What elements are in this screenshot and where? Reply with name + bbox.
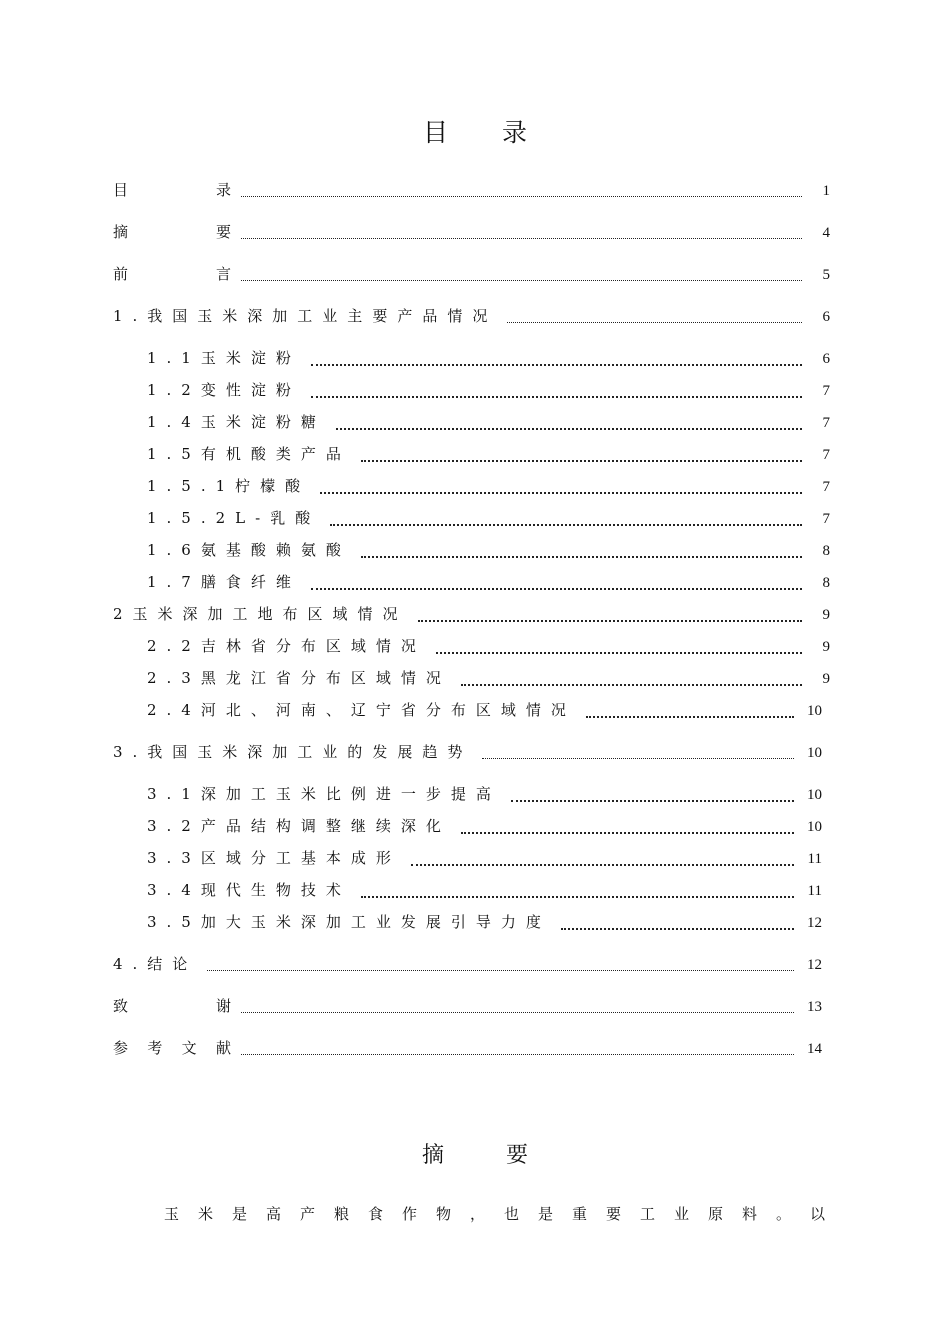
toc-dot-leader: [241, 195, 802, 197]
toc-entry-label: 1.5.1柠檬酸: [147, 477, 311, 495]
toc-entry-page-number: 7: [822, 479, 830, 495]
toc-entry-label: 1.2变性淀粉: [147, 381, 301, 399]
toc-entry-page-number: 14: [807, 1041, 822, 1057]
toc-dot-leader: [241, 237, 802, 239]
toc-entry-label: 2.2吉林省分布区域情况: [147, 637, 426, 655]
toc-dot-leader: [241, 1011, 794, 1013]
toc-entry[interactable]: [147, 348, 830, 370]
toc-entry-label: 4.结论: [113, 955, 198, 973]
toc-entry[interactable]: [113, 604, 830, 626]
toc-entry-page-number: 6: [822, 309, 830, 325]
toc-entry[interactable]: [147, 668, 830, 690]
toc-entry-label: 3.5加大玉米深加工业发展引导力度: [147, 913, 551, 931]
toc-entry[interactable]: [113, 996, 822, 1018]
toc-entry[interactable]: [147, 508, 830, 530]
toc-entry-page-number: 13: [807, 999, 822, 1015]
toc-entry-label: 1.5.2L-乳酸: [147, 509, 321, 527]
toc-entry[interactable]: [147, 636, 830, 658]
toc-entry-label: 2玉米深加工地布区域情况: [113, 605, 408, 623]
toc-dot-leader: [311, 363, 802, 366]
toc-entry[interactable]: [147, 476, 830, 498]
toc-entry-label: 致 谢: [113, 997, 231, 1015]
toc-entry-page-number: 7: [822, 511, 830, 527]
toc-entry[interactable]: [147, 444, 830, 466]
toc-entry[interactable]: [147, 912, 822, 934]
toc-entry-label: 2.3黑龙江省分布区域情况: [147, 669, 451, 687]
toc-entry[interactable]: [147, 412, 830, 434]
toc-entry[interactable]: [113, 742, 822, 764]
toc-entry-label: 1.7膳食纤维: [147, 573, 301, 591]
toc-entry-label: 目 录: [113, 181, 231, 199]
toc-entry-page-number: 10: [807, 787, 822, 803]
toc-entry-page-number: 10: [807, 819, 822, 835]
toc-dot-leader: [461, 831, 794, 834]
toc-entry-label: 2.4河北、河南、辽宁省分布区域情况: [147, 701, 576, 719]
toc-dot-leader: [241, 1053, 794, 1055]
toc-dot-leader: [361, 895, 794, 898]
toc-entry[interactable]: [147, 700, 822, 722]
toc-entry[interactable]: [147, 784, 822, 806]
toc-entry[interactable]: [113, 954, 822, 976]
toc-entry[interactable]: [113, 222, 830, 244]
abstract-first-line: 玉米是高产粮食作物，也是重要工业原料。以: [164, 1205, 845, 1223]
toc-entry-label: 前 言: [113, 265, 231, 283]
toc-entry-page-number: 9: [822, 639, 830, 655]
toc-dot-leader: [482, 757, 794, 759]
toc-dot-leader: [361, 459, 802, 462]
toc-entry-page-number: 5: [822, 267, 830, 283]
toc-entry-label: 3.我国玉米深加工业的发展趋势: [113, 743, 473, 761]
toc-dot-leader: [411, 863, 794, 866]
toc-entry[interactable]: [113, 264, 830, 286]
toc-entry-page-number: 1: [822, 183, 830, 199]
toc-entry-page-number: 8: [822, 575, 830, 591]
toc-entry[interactable]: [147, 816, 822, 838]
toc-dot-leader: [336, 427, 802, 430]
toc-entry[interactable]: [147, 880, 822, 902]
toc-entry-page-number: 9: [822, 671, 830, 687]
toc-dot-leader: [436, 651, 802, 654]
toc-dot-leader: [330, 523, 802, 526]
toc-entry-page-number: 10: [807, 745, 822, 761]
toc-dot-leader: [561, 927, 794, 930]
toc-entry[interactable]: [147, 540, 830, 562]
toc-entry[interactable]: [113, 306, 830, 328]
toc-entry-page-number: 7: [822, 415, 830, 431]
toc-dot-leader: [241, 279, 802, 281]
toc-dot-leader: [461, 683, 802, 686]
toc-dot-leader: [418, 619, 802, 622]
toc-entry[interactable]: [113, 1038, 822, 1060]
toc-dot-leader: [207, 969, 794, 971]
toc-entry[interactable]: [113, 180, 830, 202]
toc-entry[interactable]: [147, 380, 830, 402]
toc-entry-label: 摘 要: [113, 223, 231, 241]
toc-entry-page-number: 4: [822, 225, 830, 241]
toc-dot-leader: [511, 799, 794, 802]
toc-dot-leader: [311, 587, 802, 590]
toc-entry-page-number: 10: [807, 703, 822, 719]
toc-entry-page-number: 6: [822, 351, 830, 367]
toc-entry-page-number: 11: [807, 851, 822, 867]
toc-dot-leader: [320, 491, 802, 494]
toc-entry-label: 3.4现代生物技术: [147, 881, 351, 899]
toc-entry-label: 1.4玉米淀粉糖: [147, 413, 326, 431]
abstract-title: 摘要: [421, 1143, 590, 1168]
toc-entry-page-number: 11: [807, 883, 822, 899]
toc-entry-page-number: 12: [807, 957, 822, 973]
toc-entry-page-number: 8: [822, 543, 830, 559]
toc-entry-label: 1.1玉米淀粉: [147, 349, 301, 367]
toc-entry-label: 3.1深加工玉米比例进一步提高: [147, 785, 501, 803]
toc-entry-label: 1.6氨基酸赖氨酸: [147, 541, 351, 559]
toc-entry-page-number: 9: [822, 607, 830, 623]
toc-entry-label: 1.我国玉米深加工业主要产品情况: [113, 307, 498, 325]
toc-dot-leader: [507, 321, 802, 323]
toc-entry-label: 3.2产品结构调整继续深化: [147, 817, 451, 835]
toc-entry[interactable]: [147, 848, 822, 870]
toc-entry-page-number: 7: [822, 447, 830, 463]
toc-dot-leader: [361, 555, 802, 558]
toc-entry-page-number: 12: [807, 915, 822, 931]
toc-entry[interactable]: [147, 572, 830, 594]
toc-dot-leader: [311, 395, 802, 398]
toc-entry-label: 参 考 文 献: [113, 1039, 231, 1057]
toc-entry-page-number: 7: [822, 383, 830, 399]
toc-entry-label: 3.3区域分工基本成形: [147, 849, 401, 867]
toc-title: 目录: [422, 118, 581, 147]
toc-dot-leader: [586, 715, 794, 718]
toc-entry-label: 1.5有机酸类产品: [147, 445, 351, 463]
